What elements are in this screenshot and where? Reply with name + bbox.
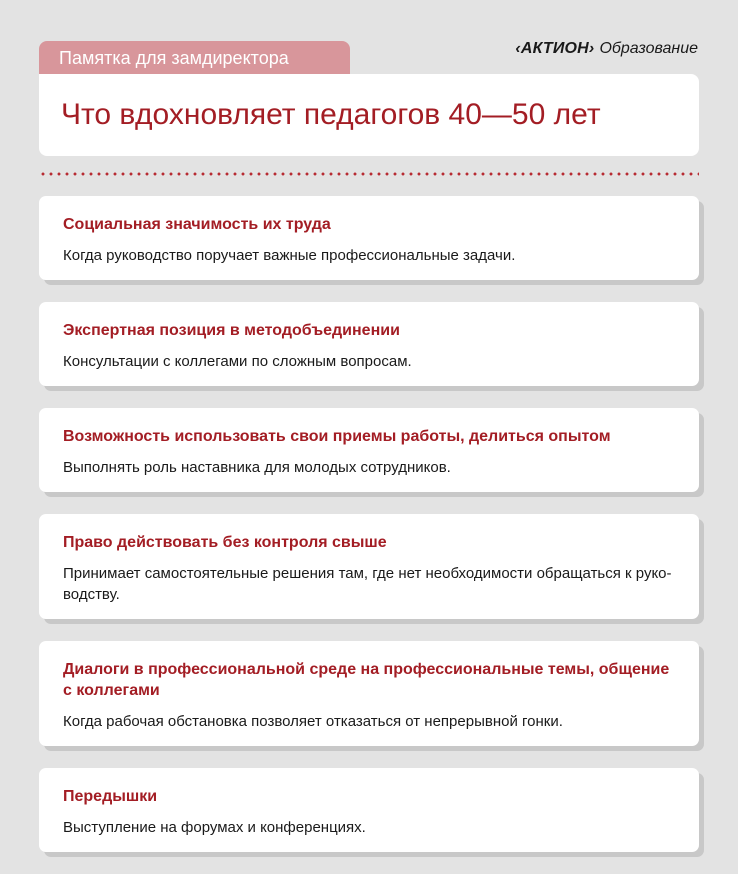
info-card <box>39 196 699 280</box>
card-title: Возможность использовать свои приемы работы, делиться опытом <box>63 428 611 445</box>
info-card <box>39 302 699 386</box>
card-text: Выполнять роль наставника для молодых сотрудников. <box>63 459 451 476</box>
card-title: Социальная значимость их труда <box>63 216 331 233</box>
card-text: Когда руководство поручает важные профессиональные задачи. <box>63 247 516 264</box>
brand-logo <box>515 40 698 62</box>
card-text: Консультации с коллегами по сложным вопросам. <box>63 353 412 370</box>
info-card <box>39 408 699 492</box>
card-text: Когда рабочая обстановка позволяет отказаться от непрерывной гонки. <box>63 713 563 730</box>
info-card <box>39 514 699 619</box>
memo-tag: Памятка для замдиректора <box>39 41 350 75</box>
card-title: Передышки <box>63 788 158 805</box>
info-card <box>39 641 699 746</box>
card-title: Экспертная позиция в методобъединении <box>63 322 400 339</box>
brand-name: ‹АКТИОН› <box>515 40 595 57</box>
brand-suffix: Образование <box>599 40 698 57</box>
cards-list <box>39 196 699 874</box>
dotted-divider <box>39 172 699 176</box>
card-text: Выступление на форумах и конференциях. <box>63 819 366 836</box>
card-title: Диалоги в профессиональной среде на профессиональные темы, общение с коллегами <box>63 661 670 699</box>
info-card <box>39 768 699 852</box>
header-card <box>39 74 699 156</box>
card-text: Принимает самостоятельные решения там, где нет необходимости обращаться к руководству. <box>63 565 672 603</box>
card-title: Право действовать без контроля свыше <box>63 534 387 551</box>
page-title: Что вдохновляет педагогов 40—50 лет <box>61 98 601 131</box>
